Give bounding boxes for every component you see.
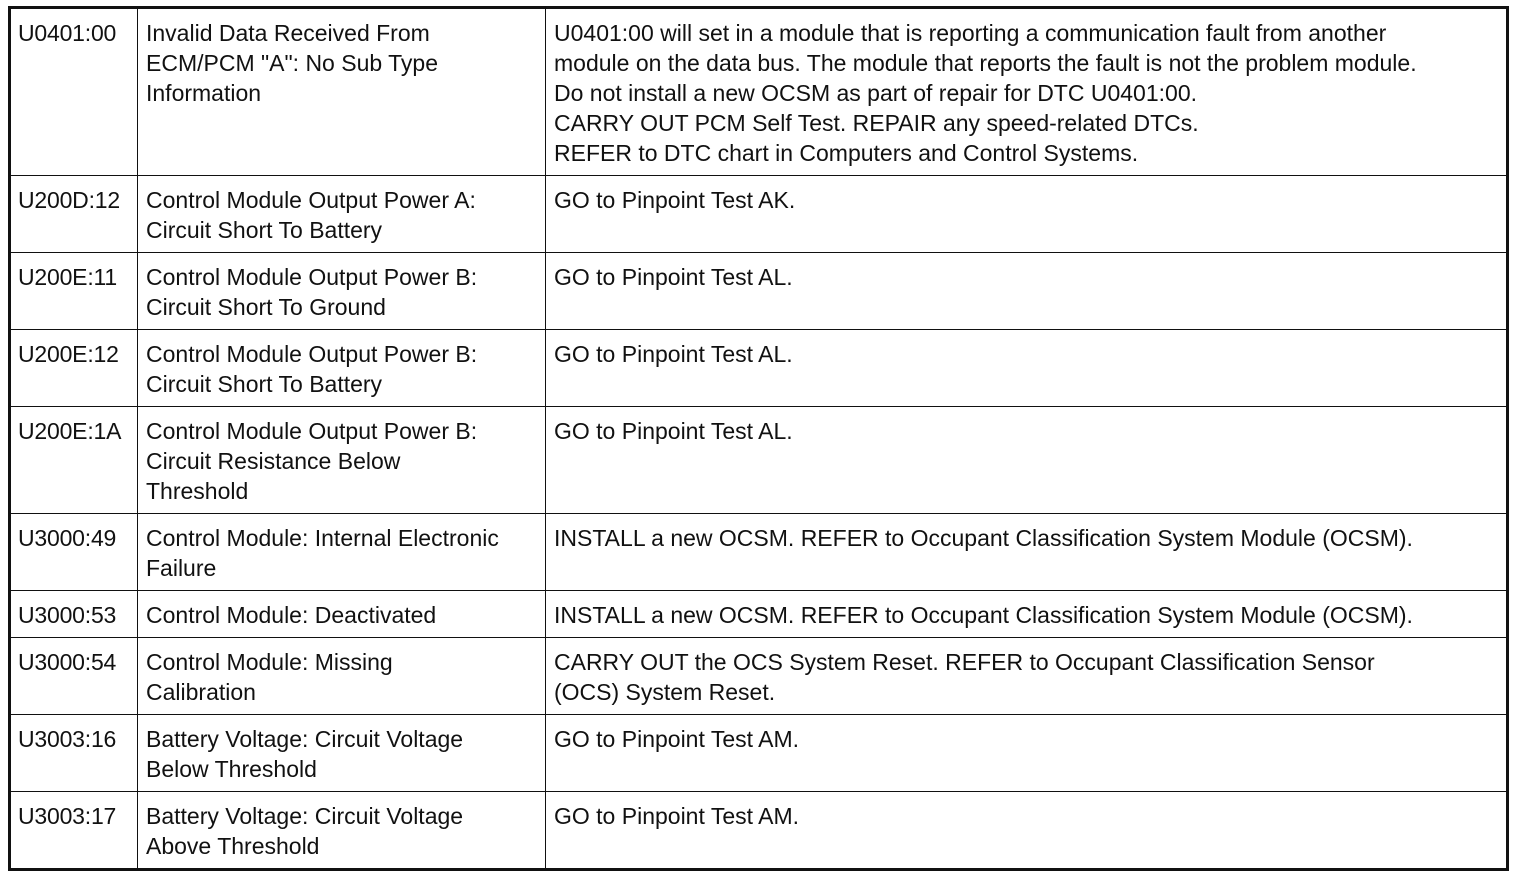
dtc-description-cell: [138, 638, 546, 715]
dtc-description-cell: [138, 253, 546, 330]
description-line: Above Threshold: [146, 833, 320, 859]
dtc-action-cell: [546, 8, 1508, 176]
dtc-description-cell: [138, 407, 546, 514]
table-row: [10, 514, 1508, 591]
action-line: GO to Pinpoint Test AL.: [554, 341, 793, 367]
dtc-action-cell: [546, 330, 1508, 407]
dtc-description-cell: [138, 514, 546, 591]
dtc-action-cell: [546, 514, 1508, 591]
action-line: GO to Pinpoint Test AL.: [554, 418, 793, 444]
dtc-code-cell: U200E:12: [10, 330, 138, 407]
dtc-action-cell: [546, 591, 1508, 638]
dtc-description-cell: [138, 792, 546, 870]
dtc-code-cell: U3000:54: [10, 638, 138, 715]
dtc-action-cell: [546, 176, 1508, 253]
action-line: (OCS) System Reset.: [554, 679, 776, 705]
dtc-description-cell: [138, 176, 546, 253]
description-line: Invalid Data Received From: [146, 20, 430, 46]
description-line: Control Module Output Power A:: [146, 187, 476, 213]
dtc-code-cell: U3000:53: [10, 591, 138, 638]
dtc-code-cell: U0401:00: [10, 8, 138, 176]
table-row: [10, 792, 1508, 870]
action-line: INSTALL a new OCSM. REFER to Occupant Classification System Module (OCSM).: [554, 602, 1413, 628]
description-line: Circuit Resistance Below: [146, 448, 401, 474]
dtc-action-cell: [546, 407, 1508, 514]
table-row: [10, 8, 1508, 176]
dtc-description-cell: [138, 8, 546, 176]
description-line: Below Threshold: [146, 756, 317, 782]
description-line: Battery Voltage: Circuit Voltage: [146, 726, 464, 752]
description-line: Control Module Output Power B:: [146, 418, 478, 444]
table-row: [10, 638, 1508, 715]
description-line: Information: [146, 80, 262, 106]
dtc-action-cell: [546, 792, 1508, 870]
dtc-code-cell: U200E:1A: [10, 407, 138, 514]
action-line: GO to Pinpoint Test AM.: [554, 803, 800, 829]
dtc-description-cell: [138, 330, 546, 407]
action-line: GO to Pinpoint Test AL.: [554, 264, 793, 290]
dtc-description-cell: [138, 715, 546, 792]
action-line: CARRY OUT PCM Self Test. REPAIR any speed-related DTCs.: [554, 110, 1199, 136]
table-row: [10, 176, 1508, 253]
description-line: Control Module: Missing: [146, 649, 393, 675]
dtc-code-cell: U200D:12: [10, 176, 138, 253]
description-line: Calibration: [146, 679, 256, 705]
dtc-code-cell: U3003:16: [10, 715, 138, 792]
table-row: [10, 253, 1508, 330]
description-line: Battery Voltage: Circuit Voltage: [146, 803, 464, 829]
dtc-code-cell: U200E:11: [10, 253, 138, 330]
table-row: [10, 330, 1508, 407]
description-line: Circuit Short To Battery: [146, 371, 383, 397]
description-line: Circuit Short To Ground: [146, 294, 386, 320]
table-row: [10, 591, 1508, 638]
description-line: Control Module Output Power B:: [146, 341, 478, 367]
action-line: GO to Pinpoint Test AK.: [554, 187, 796, 213]
description-line: Control Module: Internal Electronic: [146, 525, 499, 551]
dtc-action-cell: [546, 638, 1508, 715]
table-row: [10, 407, 1508, 514]
action-line: GO to Pinpoint Test AM.: [554, 726, 800, 752]
action-line: module on the data bus. The module that reports the fault is not the problem module.: [554, 50, 1417, 76]
table-row: [10, 715, 1508, 792]
description-line: Failure: [146, 555, 217, 581]
dtc-code-cell: U3003:17: [10, 792, 138, 870]
description-line: Threshold: [146, 478, 249, 504]
description-line: Control Module: Deactivated: [146, 602, 437, 628]
action-line: REFER to DTC chart in Computers and Control Systems.: [554, 140, 1139, 166]
dtc-table: [8, 6, 1509, 871]
dtc-description-cell: [138, 591, 546, 638]
action-line: U0401:00 will set in a module that is reporting a communication fault from another: [554, 20, 1387, 46]
dtc-code-cell: U3000:49: [10, 514, 138, 591]
action-line: CARRY OUT the OCS System Reset. REFER to Occupant Classification Sensor: [554, 649, 1375, 675]
description-line: Circuit Short To Battery: [146, 217, 383, 243]
description-line: Control Module Output Power B:: [146, 264, 478, 290]
dtc-table-body: [10, 8, 1508, 870]
action-line: Do not install a new OCSM as part of repair for DTC U0401:00.: [554, 80, 1198, 106]
action-line: INSTALL a new OCSM. REFER to Occupant Classification System Module (OCSM).: [554, 525, 1413, 551]
dtc-action-cell: [546, 715, 1508, 792]
description-line: ECM/PCM "A": No Sub Type: [146, 50, 439, 76]
dtc-action-cell: [546, 253, 1508, 330]
